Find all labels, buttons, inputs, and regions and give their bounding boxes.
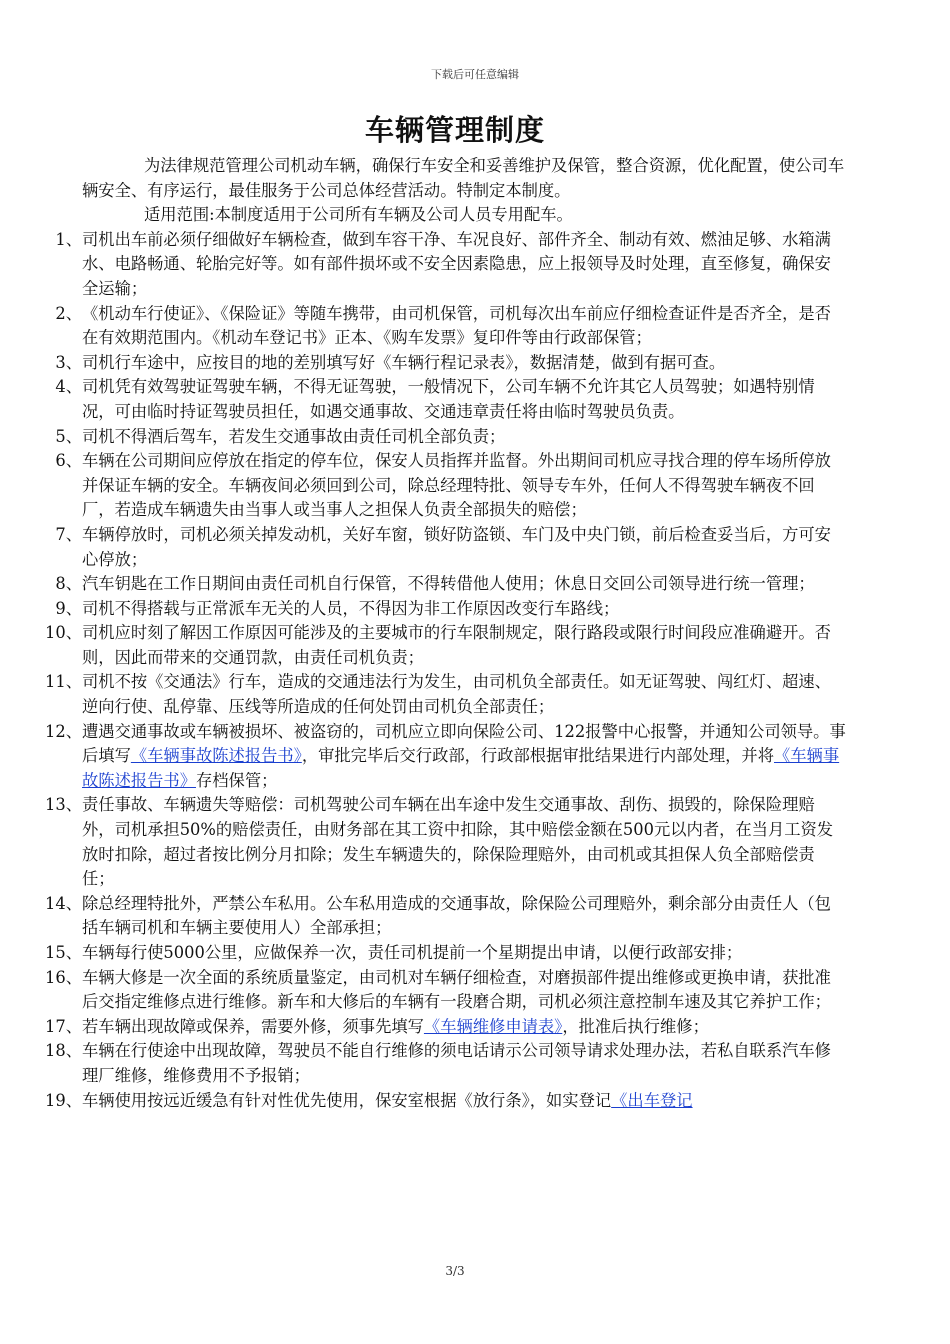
intro-paragraph: 为法律规范管理公司机动车辆，确保行车安全和妥善维护及保管，整合资源，优化配置，使公司车辆安全、有序运行，最佳服务于公司总体经营活动。特制定本制度。 — [82, 156, 845, 200]
item-number: 1、 — [55, 229, 82, 249]
item-text: 责任事故、车辆遗失等赔偿：司机驾驶公司车辆在出车途中发生交通事故、刮伤、损毁的，除保险理赔外，司机承担50%的赔偿责任，由财务部在其工资中扣除，其中赔偿金额在500元以内者，在当月工资发放时扣除，超过者按比例分月扣除；发生车辆遗失的，除保险理赔外，由司机或其担保人负全部赔偿责任； — [82, 795, 834, 889]
item-number: 14、 — [45, 893, 82, 913]
item-number: 11、 — [45, 672, 82, 692]
accident-report-link[interactable]: 《车辆事故陈述报告书》 — [130, 746, 302, 766]
header-note: 下载后可任意编辑 — [431, 68, 519, 81]
item-number: 16、 — [45, 967, 82, 987]
list-item — [36, 228, 846, 302]
item-number: 9、 — [55, 598, 82, 618]
list-item — [36, 1039, 846, 1088]
dispatch-register-link[interactable]: 《出车登记 — [611, 1090, 693, 1110]
item-number: 19、 — [45, 1090, 82, 1110]
item-text: ，审批完毕后交行政部，行政部根据审批结果进行内部处理，并将 — [301, 746, 774, 766]
item-number: 17、 — [45, 1016, 82, 1036]
item-text: 车辆大修是一次全面的系统质量鉴定，由司机对车辆仔细检查，对磨损部件提出维修或更换申请，获批准后交指定维修点进行维修。新车和大修后的车辆有一段磨合期，司机必须注意控制车速及其它养护工作； — [82, 967, 831, 1012]
item-number: 3、 — [55, 352, 82, 372]
list-item — [36, 966, 846, 1015]
item-number: 5、 — [55, 426, 82, 446]
item-number: 8、 — [55, 574, 82, 594]
repair-request-link[interactable]: 《车辆维修申请表》 — [423, 1016, 563, 1036]
scope-paragraph: 适用范围:本制度适用于公司所有车辆及公司人员专用配车。 — [144, 205, 573, 225]
item-text: 司机出车前必须仔细做好车辆检查，做到车容干净、车况良好、部件齐全、制动有效、燃油足够、水箱满水、电路畅通、轮胎完好等。如有部件损坏或不安全因素隐患，应上报领导及时处理，直至修复，确保安全运输； — [82, 229, 831, 298]
item-text: 司机凭有效驾驶证驾驶车辆，不得无证驾驶，一般情况下，公司车辆不允许其它人员驾驶；如遇特别情况，可由临时持证驾驶员担任，如遇交通事故、交通违章责任将由临时驾驶员负责。 — [82, 377, 815, 421]
list-item — [36, 670, 846, 719]
list-item — [36, 572, 846, 597]
item-text: 司机不得搭载与正常派车无关的人员，不得因为非工作原因改变行车路线； — [82, 598, 620, 618]
list-item — [36, 375, 846, 424]
item-text: 车辆停放时，司机必须关掉发动机，关好车窗，锁好防盗锁、车门及中央门锁，前后检查妥当后，方可安心停放； — [82, 524, 831, 569]
item-number: 12、 — [45, 721, 82, 741]
list-item — [36, 351, 846, 376]
item-text: 车辆在行使途中出现故障，驾驶员不能自行维修的须电话请示公司领导请求处理办法，若私自联系汽车修理厂维修，维修费用不予报销； — [82, 1041, 831, 1085]
list-item — [36, 523, 846, 572]
list-item — [36, 941, 846, 966]
list-item — [36, 425, 846, 450]
list-item — [36, 1089, 846, 1114]
list-item — [36, 892, 846, 941]
item-number: 18、 — [45, 1041, 82, 1061]
list-item — [36, 597, 846, 622]
item-text: 车辆使用按远近缓急有针对性优先使用，保安室根据《放行条》，如实登记 — [82, 1090, 612, 1110]
item-text: 存档保管； — [195, 770, 278, 790]
item-number: 6、 — [55, 451, 82, 471]
item-number: 15、 — [45, 943, 82, 962]
list-item — [36, 449, 846, 523]
item-number: 4、 — [55, 377, 82, 397]
document-title: 车辆管理制度 — [364, 113, 545, 147]
list-item — [36, 793, 846, 891]
item-text: 车辆每行使5000公里，应做保养一次，责任司机提前一个星期提出申请，以便行政部安排； — [82, 943, 743, 962]
item-text: 《机动车行使证》、《保险证》等随车携带，由司机保管，司机每次出车前应仔细检查证件是否齐全，是否在有效期范围内。《机动车登记书》正本、《购车发票》复印件等由行政部保管； — [82, 303, 831, 348]
item-number: 2、 — [55, 303, 82, 323]
list-item — [36, 1015, 846, 1040]
list-item — [36, 621, 846, 670]
item-number: 7、 — [55, 524, 82, 544]
item-text: 司机行车途中，应按目的地的差别填写好《车辆行程记录表》，数据清楚，做到有据可查。 — [82, 352, 726, 372]
item-number: 13、 — [45, 795, 82, 815]
item-number: 10、 — [45, 623, 82, 643]
item-text: 若车辆出现故障或保养，需要外修，须事先填写 — [82, 1016, 424, 1036]
item-text: 司机不按《交通法》行车，造成的交通违法行为发生，由司机负全部责任。如无证驾驶、闯红灯、超速、逆向行使、乱停靠、压线等所造成的任何处罚由司机负全部责任； — [82, 672, 831, 717]
item-text: 车辆在公司期间应停放在指定的停车位，保安人员指挥并监督。外出期间司机应寻找合理的停车场所停放并保证车辆的安全。车辆夜间必须回到公司，除总经理特批、领导专车外，任何人不得驾驶车辆夜不回厂，若造成车辆遗失由当事人或当事人之担保人负责全部损失的赔偿； — [82, 451, 831, 520]
item-text: 司机不得酒后驾车，若发生交通事故由责任司机全部负责； — [82, 426, 506, 446]
item-text: 除总经理特批外，严禁公车私用。公车私用造成的交通事故，除保险公司理赔外，剩余部分由责任人（包括车辆司机和车辆主要使用人）全部承担； — [82, 893, 831, 938]
item-text: 汽车钥匙在工作日期间由责任司机自行保管，不得转借他人使用；休息日交回公司领导进行统一管理； — [82, 574, 815, 594]
list-item — [36, 720, 846, 794]
accident-report-link[interactable]: 《车辆事故陈述报告书》 — [82, 746, 840, 790]
page-number: 3/3 — [445, 1264, 465, 1278]
document-body — [36, 154, 846, 1113]
item-text: 司机应时刻了解因工作原因可能涉及的主要城市的行车限制规定，限行路段或限行时间段应准确避开。否则，因此而带来的交通罚款，由责任司机负责； — [82, 623, 831, 667]
item-text: ，批准后执行维修； — [562, 1016, 709, 1036]
item-text: 遭遇交通事故或车辆被损坏、被盗窃的，司机应立即向保险公司、122报警中心报警，并通知公司领导。事后填写 — [82, 721, 846, 766]
list-item — [36, 302, 846, 351]
